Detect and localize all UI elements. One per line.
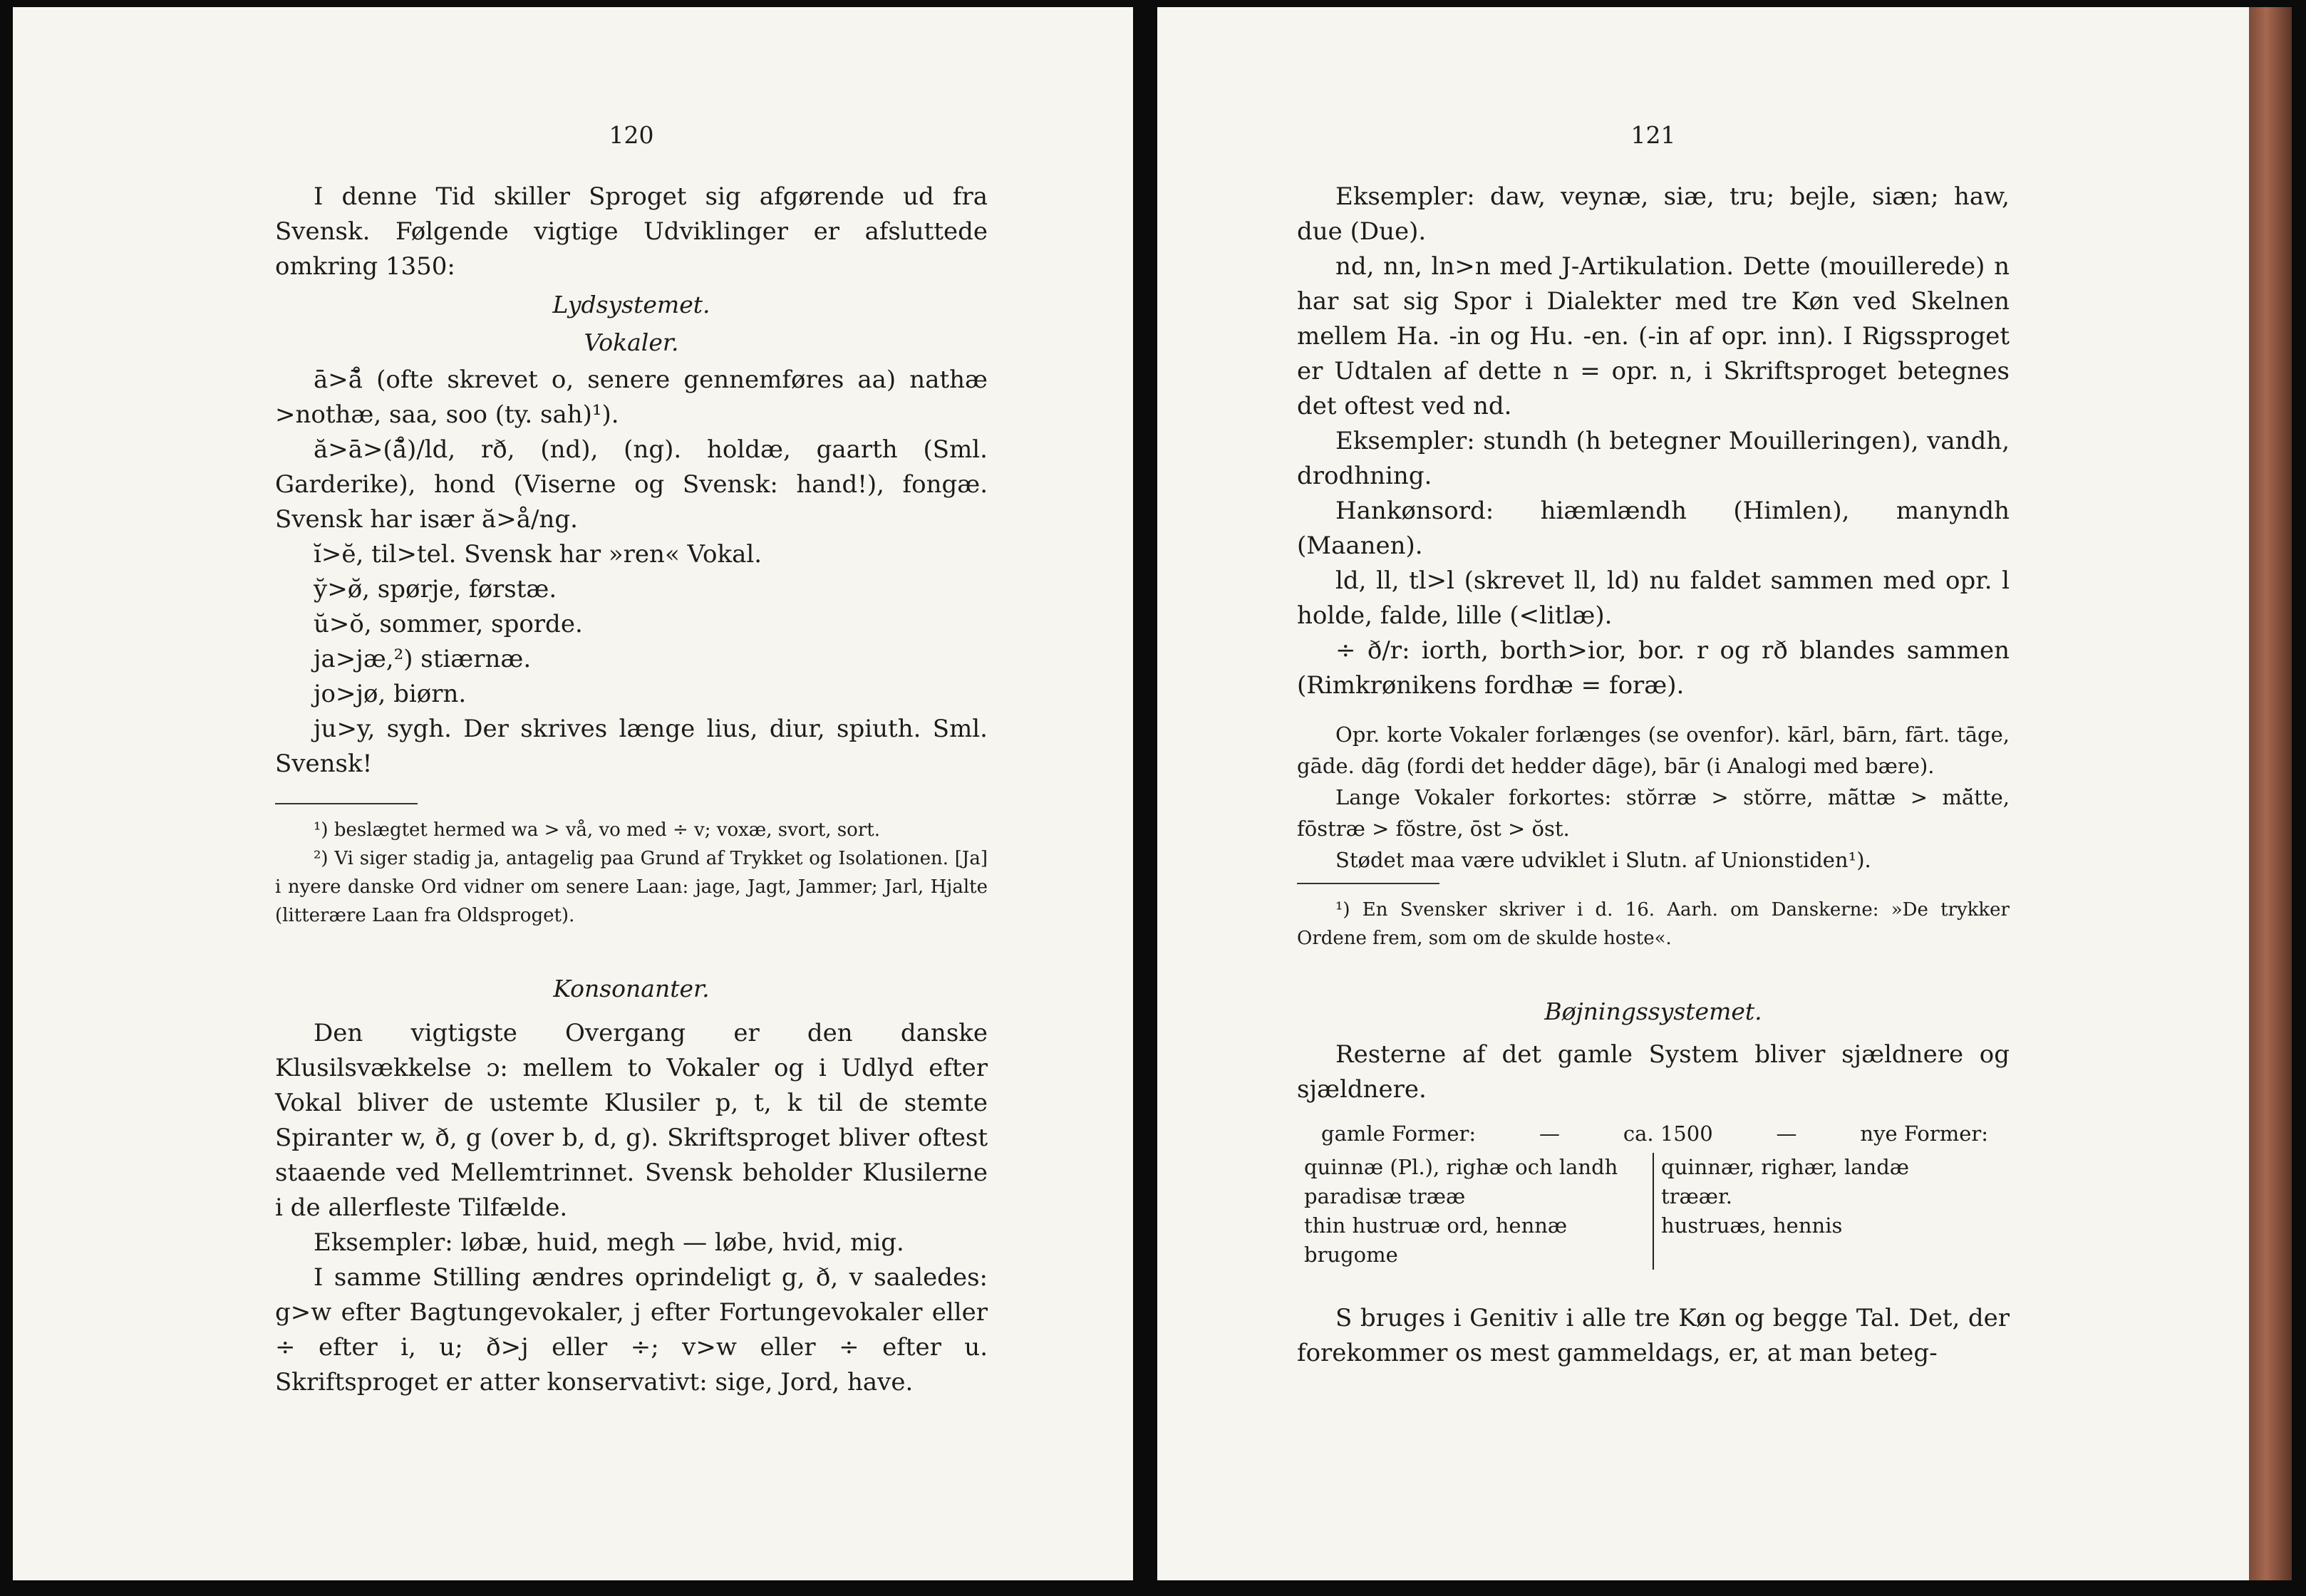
vowel-rule: jo>jø, biørn. [314, 680, 467, 708]
new-form [1653, 1240, 2010, 1270]
body-paragraph: Eksempler: løbæ, huid, megh — løbe, hvid, mig. [314, 1228, 904, 1257]
page-number: 120 [609, 121, 654, 149]
vowel-rule: ja>jæ,²) stiærnæ. [314, 645, 532, 673]
vowel-rule: ju>y, sygh. Der skrives længe lius, diur, spiuth. Sml. Svensk! [275, 715, 988, 778]
body-paragraph: S bruges i Genitiv i alle tre Køn og begge Tal. Det, der forekommer os mest gammeldags, er, at man beteg- [1297, 1304, 2010, 1367]
right-text-column [1297, 121, 2010, 1371]
new-form: hustruæs, hennis [1661, 1213, 1843, 1238]
footnote: ¹) beslægtet hermed wa > vå, vo med ÷ v; voxæ, svort, sort. [314, 819, 880, 841]
footnote-rule [1297, 883, 1439, 884]
right-page [1157, 7, 2249, 1580]
forms-table [1297, 1153, 2010, 1270]
old-form: brugome [1297, 1240, 1653, 1270]
vowel-rule: y̆>ø̆, spørje, førstæ. [314, 575, 557, 603]
body-paragraph: Den vigtigste Overgang er den danske Klusilsvækkelse ɔ: mellem to Vokaler og i Udlyd efter Vokal bliver de ustemte Klusiler p, t, k til de stemte Spiranter w, ð, g (over b, d, g). Skriftsproget bliver oftest staaende ved Mellemtrinnet. Svensk beholder Klusilerne i de allerfleste Tilfælde. [275, 1019, 988, 1222]
new-form: træær. [1661, 1184, 1732, 1208]
old-form: thin hustruæ ord, hennæ [1297, 1211, 1653, 1240]
table-row [1297, 1240, 2010, 1270]
section-heading: Lydsystemet. [552, 291, 710, 318]
subsection-heading: Konsonanter. [553, 975, 710, 1002]
book-edge [2249, 7, 2292, 1580]
subsection-heading: Vokaler. [584, 328, 679, 356]
section-heading: Bøjningssystemet. [1544, 998, 1762, 1025]
table-row [1297, 1182, 2010, 1211]
intro-paragraph: I denne Tid skiller Sproget sig afgørende ud fra Svensk. Følgende vigtige Udviklinger er afsluttede omkring 1350: [275, 182, 988, 281]
table-row [1297, 1153, 2010, 1182]
footnote: ¹) En Svensker skriver i d. 16. Aarh. om Danskerne: »De trykker Ordene frem, som om de skulde hoste«. [1297, 899, 2010, 949]
old-form: paradisæ trææ [1297, 1182, 1653, 1211]
vowel-rule: ā>ā̊ (ofte skrevet o, senere gennemføres aa) nathæ >nothæ, saa, soo (ty. sah)¹). [275, 366, 988, 429]
small-paragraph: Stødet maa være udviklet i Slutn. af Unionstiden¹). [1335, 848, 1871, 872]
small-paragraph: Opr. korte Vokaler forlænges (se ovenfor). kārl, bārn, fārt. tāge, gāde. dāg (fordi det hedder dāge), bār (i Analogi med bære). [1297, 722, 2010, 778]
forms-header-dash: — [1776, 1121, 1797, 1146]
footnote: ²) Vi siger stadig ja, antagelig paa Grund af Trykket og Isolationen. [Ja] i nyere danske Ord vidner om senere Laan: jage, Jagt, Jammer; Jarl, Hjalte (litterære Laan fra Oldsproget). [275, 848, 988, 926]
forms-header-old: gamle Former: [1321, 1121, 1477, 1146]
body-paragraph: I samme Stilling ændres oprindeligt g, ð, v saaledes: g>w efter Bagtungevokaler, j efter Fortungevokaler eller ÷ efter i, u; ð>j eller ÷; v>w eller ÷ efter u. Skriftsproget er atter konservativt: sige, Jord, have. [275, 1263, 988, 1396]
vowel-rule: ŭ>ŏ, sommer, sporde. [314, 610, 583, 638]
body-paragraph: Eksempler: stundh (h betegner Mouilleringen), vandh, drodhning. [1297, 427, 2010, 490]
body-paragraph: Resterne af det gamle System bliver sjældnere og sjældnere. [1297, 1040, 2010, 1104]
small-paragraph: Lange Vokaler forkortes: stŏrræ > stŏrre, mā̆ttæ > mă̆tte, fōstræ > fŏstre, ōst > ŏst. [1297, 785, 2010, 841]
page-number: 121 [1630, 121, 1676, 149]
left-page [13, 7, 1133, 1580]
left-text-column [275, 121, 988, 1400]
forms-header [1297, 1121, 2010, 1146]
table-row [1297, 1211, 2010, 1240]
forms-header-new: nye Former: [1860, 1121, 1988, 1146]
body-paragraph: Eksempler: daw, veynæ, siæ, tru; bejle, siæn; haw, due (Due). [1297, 182, 2010, 246]
body-paragraph: nd, nn, ln>n med J-Artikulation. Dette (mouillerede) n har sat sig Spor i Dialekter med tre Køn ved Skelnen mellem Ha. -in og Hu. -en. (-in af opr. inn). I Rigssproget er Udtalen af dette n = opr. n, i Skriftsproget betegnes det oftest ved nd. [1297, 252, 2010, 420]
body-paragraph: Hankønsord: hiæmlændh (Himlen), manyndh (Maanen). [1297, 497, 2010, 560]
body-paragraph: ld, ll, tl>l (skrevet ll, ld) nu faldet sammen med opr. l holde, falde, lille (<litlæ). [1297, 566, 2010, 630]
new-form: quinnær, righær, landæ [1661, 1155, 1910, 1179]
old-form: quinnæ (Pl.), righæ och landh [1297, 1153, 1653, 1182]
forms-header-dash: — [1539, 1121, 1561, 1146]
body-paragraph: ÷ ð/r: iorth, borth>ior, bor. r og rð blandes sammen (Rimkrønikens fordhæ = foræ). [1297, 636, 2010, 700]
vowel-rule: ĭ>ĕ, til>tel. Svensk har »ren« Vokal. [314, 540, 762, 569]
footnote-rule [275, 803, 418, 804]
vowel-rule: ă>ā>(ā̊)/ld, rð, (nd), (ng). holdæ, gaarth (Sml. Garderike), hond (Viserne og Svensk: hand!), fongæ. Svensk har især ă>å/ng. [275, 435, 988, 534]
forms-header-date: ca. 1500 [1623, 1121, 1713, 1146]
